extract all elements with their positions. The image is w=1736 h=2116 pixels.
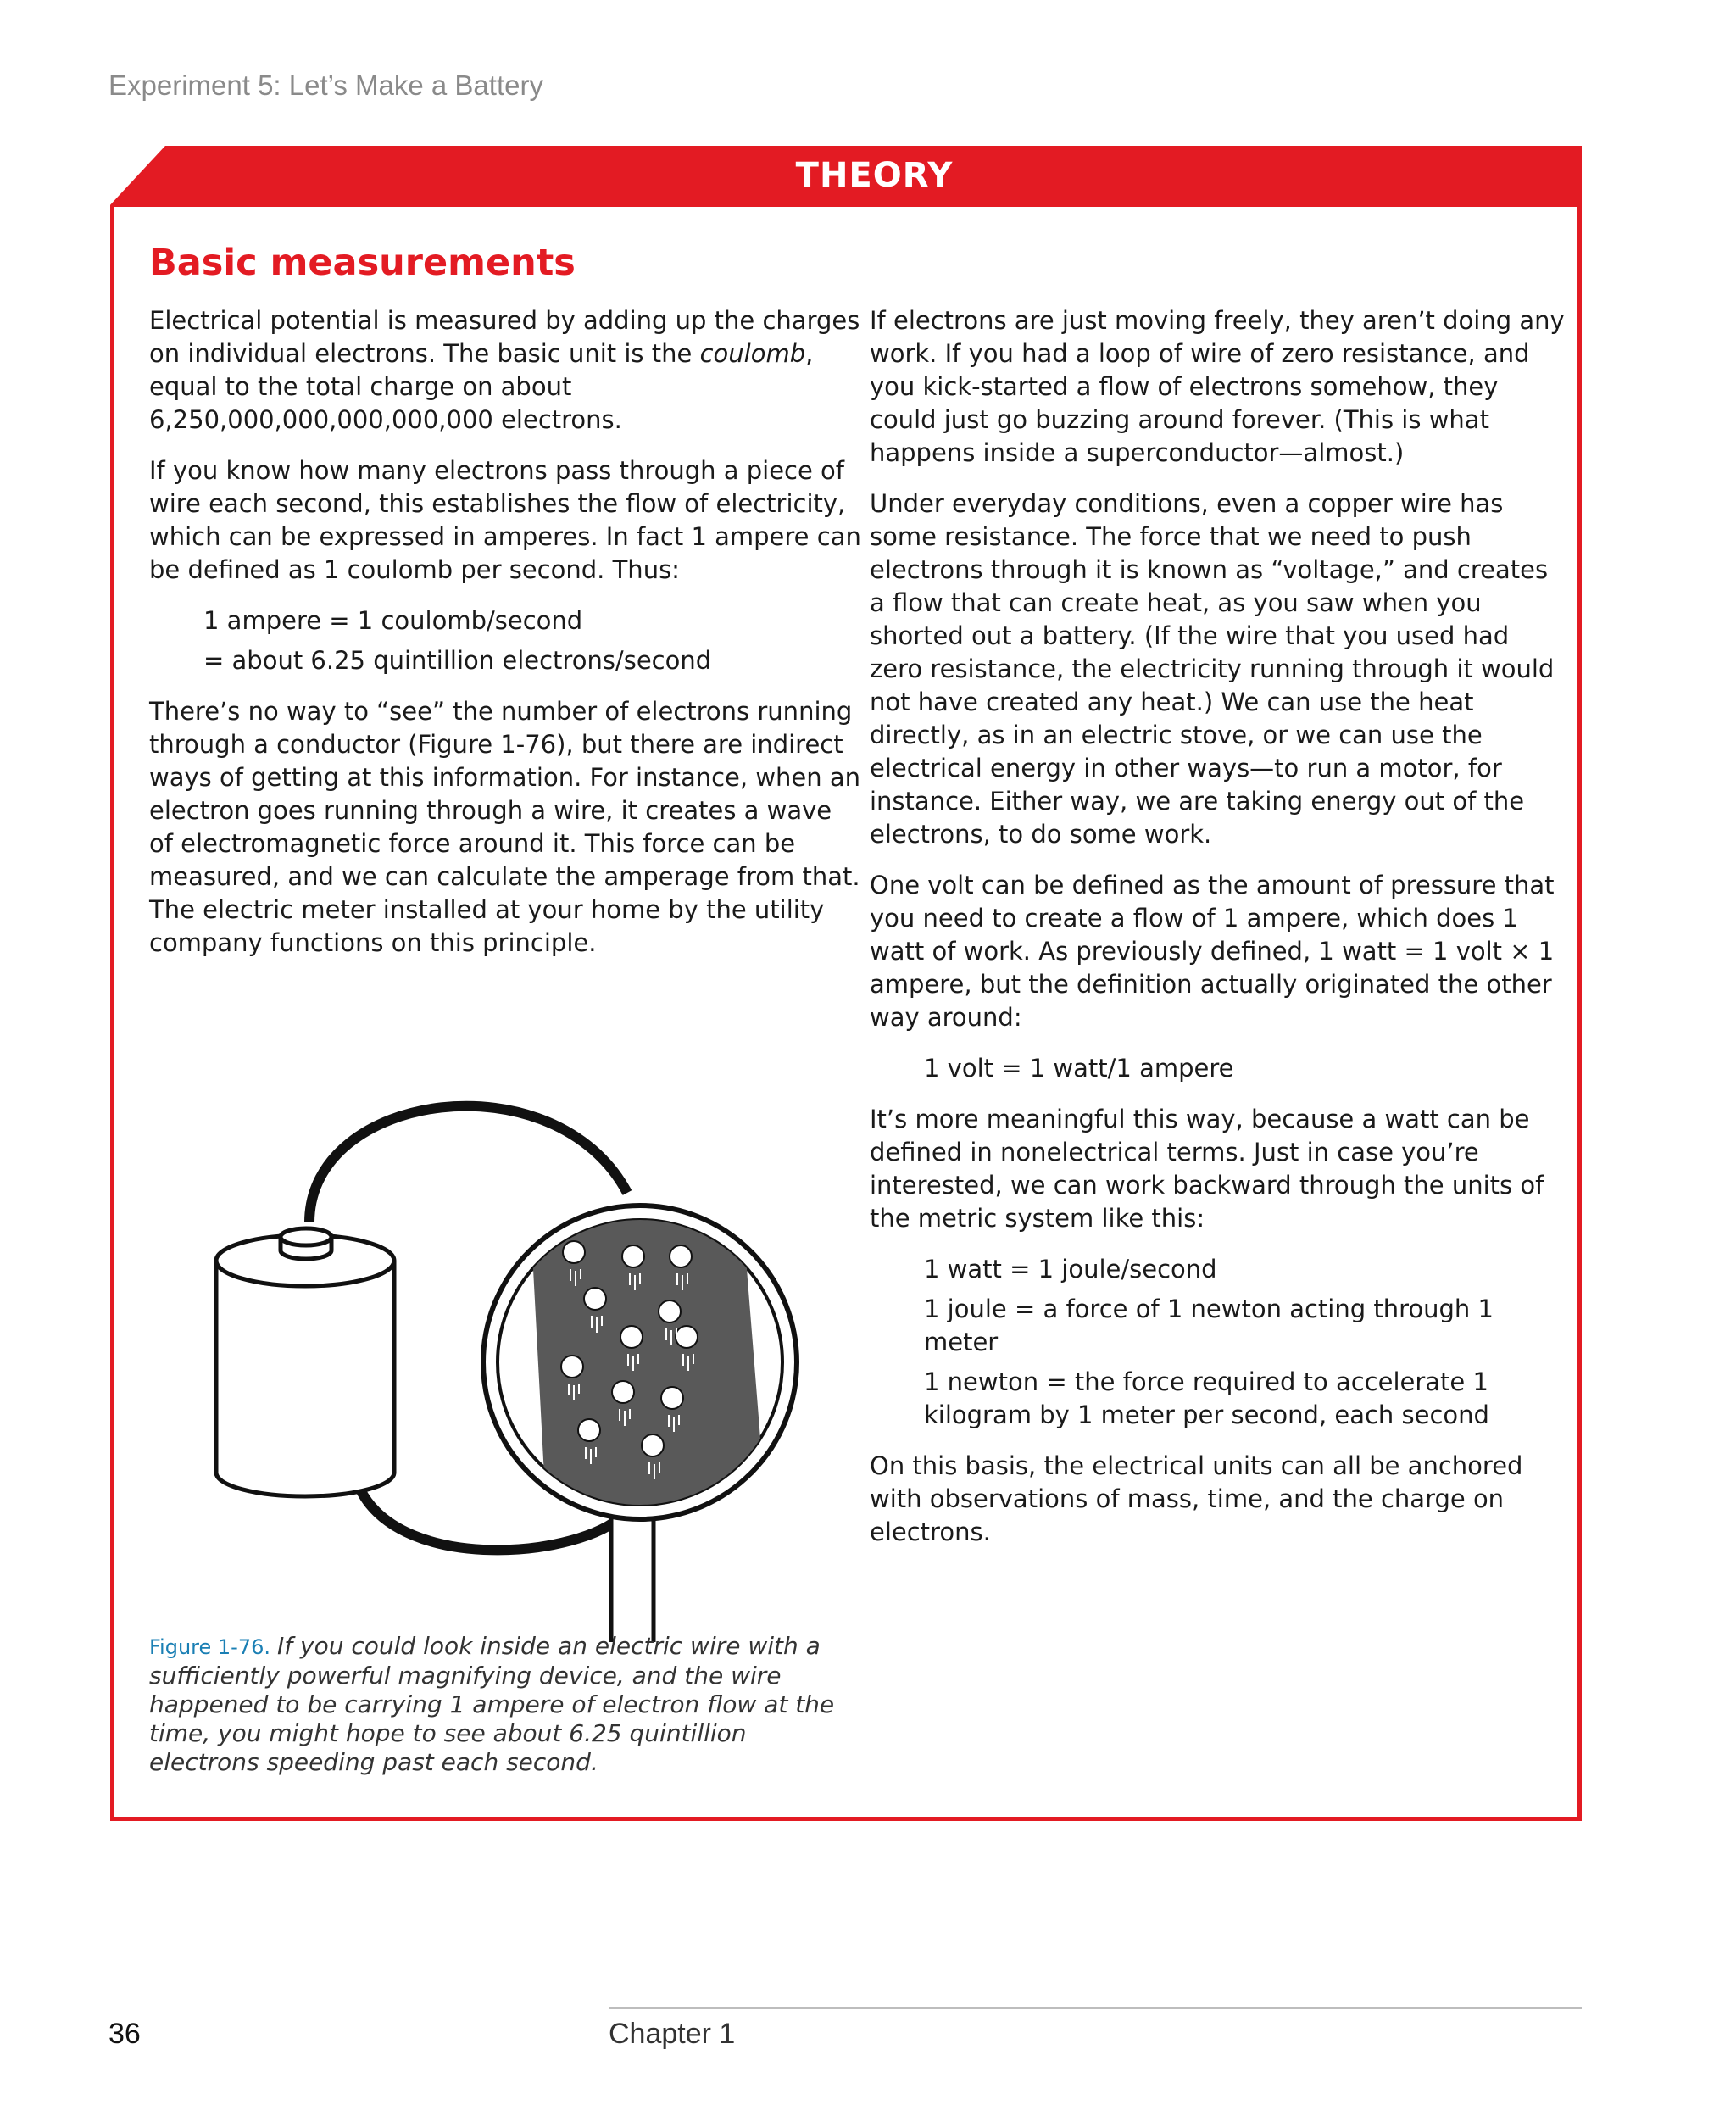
footer-rule [609, 2007, 1582, 2009]
battery-icon [216, 1228, 394, 1496]
theory-box [110, 146, 1582, 1821]
equation: = about 6.25 quintillion electrons/second [203, 646, 712, 675]
running-head: Experiment 5: Let’s Make a Battery [108, 70, 543, 101]
magnifier-lens-icon [483, 1206, 797, 1523]
paragraph: If electrons are just moving freely, they aren’t doing any work. If you had a loop of wire of zero resistance, and you kick-started a flow of electrons somehow, they could just go buzzing around forever. (This is what happens inside a superconductor—almost.) [870, 306, 1565, 467]
paragraph: It’s more meaningful this way, because a watt can be defined in nonelectrical terms. Just in case you’re interested, we can work backward through the units of the metric system like this: [870, 1105, 1544, 1233]
equation: 1 newton = the force required to accelerate 1 kilogram by 1 meter per second, each second [924, 1367, 1489, 1429]
chapter-label: Chapter 1 [609, 2018, 736, 2050]
corner-fold [110, 146, 167, 207]
equation: 1 watt = 1 joule/second [924, 1255, 1217, 1284]
right-column [870, 304, 1565, 1567]
paragraph: If you know how many electrons pass through a piece of wire each second, this establishes the flow of electricity, which can be expressed in amperes. In fact 1 ampere can be defined as 1 coulomb per second. Thus: [149, 456, 861, 584]
wire-loop-icon [309, 1106, 627, 1222]
paragraph: Electrical potential is measured by adding up the charges on individual electrons. The basic unit is the coulomb, equal to the total charge on about 6,250,000,000,000,000,000 electrons. [149, 306, 860, 434]
magnifier-handle-icon [611, 1515, 654, 1642]
figure-caption [149, 1632, 844, 1777]
figure-label: Figure 1-76. [149, 1635, 271, 1659]
paragraph: There’s no way to “see” the number of electrons running through a conductor (Figure 1-76), but there are indirect ways of getting at this information. For instance, when an electron goes running through a wire, it creates a wave of electromagnetic force around it. This force can be measured, and we can calculate the amperage from that. The electric meter installed at your home by the utility company functions on this principle. [149, 697, 861, 957]
equation: 1 joule = a force of 1 newton acting through 1 meter [924, 1295, 1494, 1356]
emphasis: coulomb [699, 339, 806, 368]
caption-text: If you could look inside an electric wire with a sufficiently powerful magnifying device, and the wire happened to be carrying 1 ampere of electron flow at the time, you might hope to see about 6.25 quintillion electrons speeding past each second. [149, 1632, 835, 1776]
paragraph: On this basis, the electrical units can all be anchored with observations of mass, time, and the charge on electrons. [870, 1451, 1523, 1546]
paragraph: One volt can be defined as the amount of pressure that you need to create a flow of 1 ampere, which does 1 watt of work. As previously defined, 1 watt = 1 volt × 1 ampere, but the definition actually originated the other way around: [870, 871, 1555, 1032]
paragraph: Under everyday conditions, even a copper wire has some resistance. The force that we need to push electrons through it is known as “voltage,” and creates a flow that can create heat, as you saw when you shorted out a battery. (If the wire that you used had zero resistance, the electricity running through it would not have created any heat.) We can use the heat directly, as in an electric stove, or we can use the electrical energy in other ways—to run a motor, for instance. Either way, we are taking energy out of the electrons, to do some work. [870, 489, 1555, 849]
magnifier-illustration [182, 964, 894, 1642]
equation: 1 ampere = 1 coulomb/second [203, 606, 583, 635]
section-heading: Basic measurements [149, 242, 576, 284]
theory-banner [167, 146, 1582, 207]
section-label: THEORY [795, 156, 954, 195]
left-column [149, 304, 861, 977]
page-number: 36 [108, 2018, 141, 2050]
equation: 1 volt = 1 watt/1 ampere [924, 1054, 1234, 1083]
